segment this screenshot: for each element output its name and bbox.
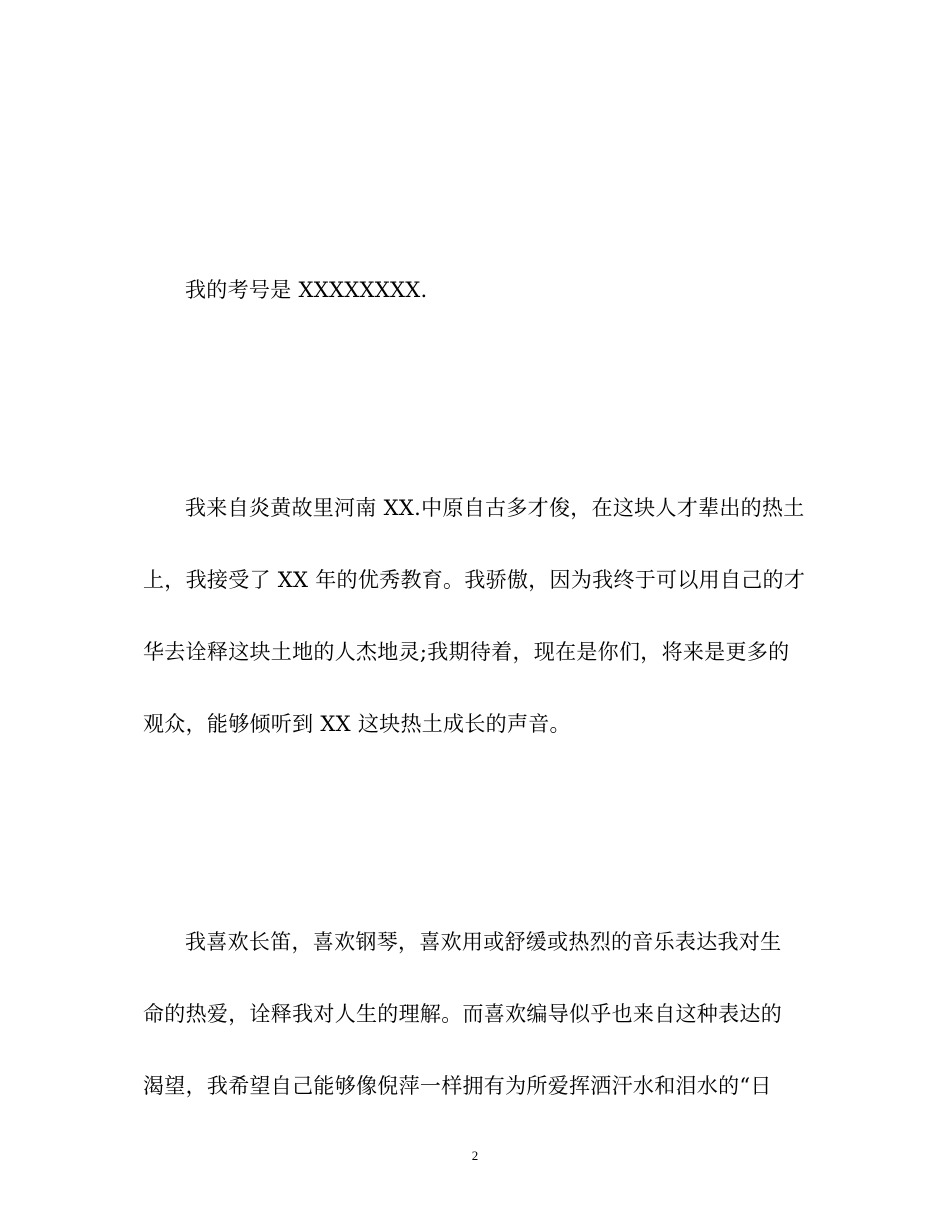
paragraph-3-line-1: 我喜欢长笛，喜欢钢琴，喜欢用或舒缓或热烈的音乐表达我对生 [185, 930, 782, 954]
paragraph-2-line-1: 我来自炎黄故里河南 XX.中原自古多才俊，在这块人才辈出的热土 [185, 496, 805, 520]
paragraph-2-line-3: 华去诠释这块土地的人杰地灵;我期待着，现在是你们，将来是更多的 [143, 640, 790, 664]
paragraph-2-line-2: 上，我接受了 XX 年的优秀教育。我骄傲，因为我终于可以用自己的才 [143, 568, 806, 592]
paragraph-2-line-4: 观众，能够倾听到 XX 这块热土成长的声音。 [143, 712, 571, 736]
page-number: 2 [471, 1148, 479, 1163]
paragraph-1-line-1: 我的考号是 XXXXXXXX. [185, 278, 428, 302]
paragraph-3-line-2: 命的热爱，诠释我对人生的理解。而喜欢编导似乎也来自这种表达的 [143, 1002, 782, 1026]
paragraph-3-line-3: 渴望，我希望自己能够像倪萍一样拥有为所爱挥洒汗水和泪水的“日 [143, 1074, 772, 1098]
